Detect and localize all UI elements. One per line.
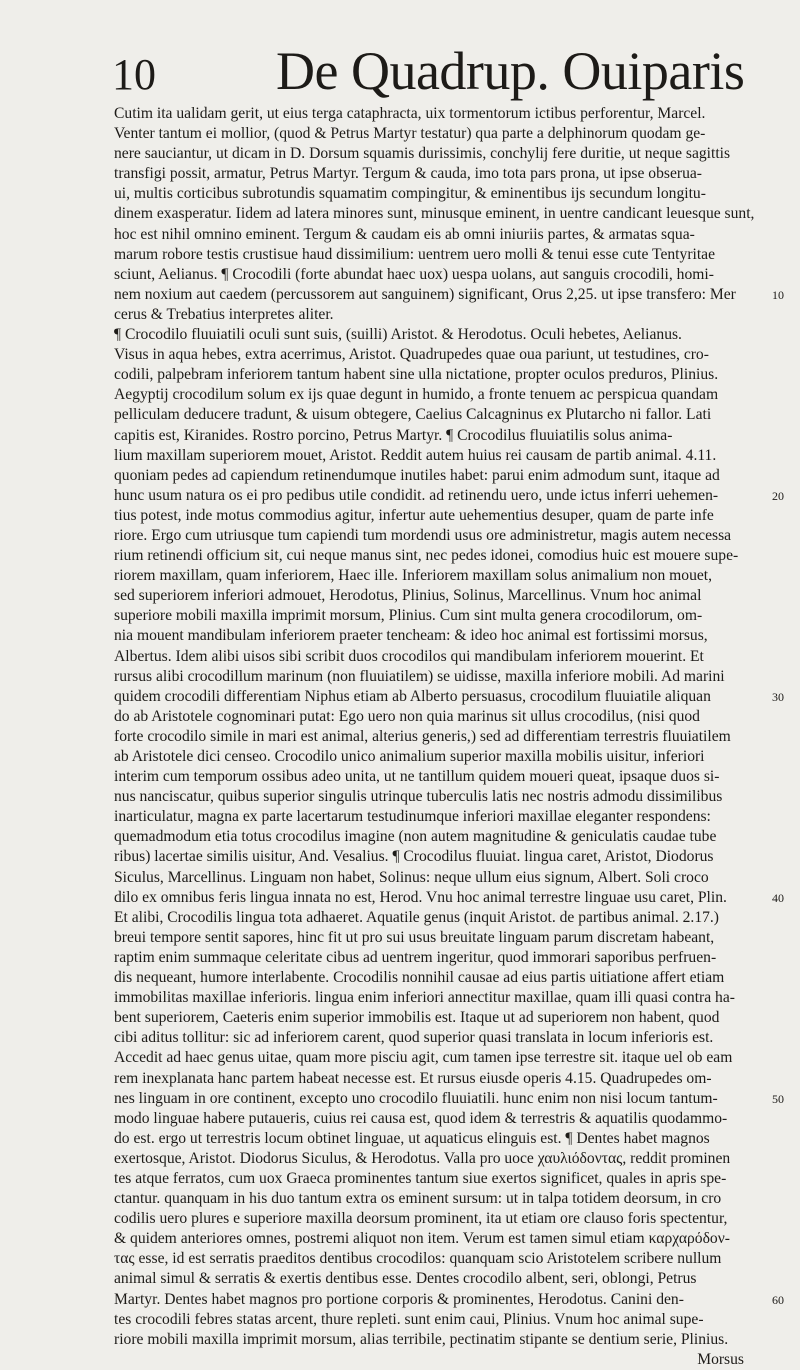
text-line: nia mouent mandibulam inferiorem praeter tencheam: & ideo hoc animal est fortissimi morsus, (114, 627, 708, 645)
text-line: codilis uero plures e superiore maxilla deorsum prominent, ita ut etiam ore clauso foris spectentur, (114, 1210, 728, 1228)
text-line: transfigi possit, armatur, Petrus Martyr. Tergum & cauda, imo tota pars prona, ut ipse obserua- (114, 165, 702, 183)
text-line: interim cum temporum ossibus adeo unita, ut ne tantillum quidem moueri queat, ipsaque duos si- (114, 768, 720, 786)
text-line: raptim enim summaque celeritate cibus ad uentrem ingeritur, quod immorari saporibus perfruen- (114, 948, 717, 966)
text-line: Cutim ita ualidam gerit, ut eius terga cataphracta, uix tormentorum ictibus perforentur, Marcel. (114, 105, 706, 122)
text-line: ui, multis corticibus subrotundis squamatim compingitur, & eminentibus ijs secundum longitu- (114, 185, 706, 203)
text-line: breui tempore sentit sapores, hinc fit ut pro sui usus breuitate linguam parum discretam habeant, (114, 928, 715, 946)
text-line: tius potest, inde motus commodius agitur, infertur aute uehementius desuper, quam de parte infe (114, 506, 714, 524)
text-line: hunc usum natura os ei pro pedibus utile condidit. ad retinendu uero, unde ictus inferri uehemen- (114, 486, 719, 504)
text-line: Siculus, Marcellinus. Linguam non habet, Solinus: neque ullum eius signum, Albert. Soli croco (114, 868, 709, 886)
margin-line-number: 40 (772, 890, 784, 905)
text-line: Morsus (697, 1350, 744, 1368)
text-line: rursus alibi crocodillum marinum (non fluuiatilem) se uidisse, maxilla inferiore mobili. Ad marini (114, 667, 725, 685)
margin-line-number: 10 (772, 287, 784, 302)
text-line: ab Aristotele dici censeo. Crocodilo unico animalium superior maxilla mobilis uisitur, inferiori (114, 748, 705, 765)
text-line: ctantur. quanquam in his duo tantum extra os eminent sursum: ut in talpa totidem deorsum, in cro (114, 1190, 722, 1208)
text-line: bent superiorem, Caeteris enim superior immobilis est. Itaque ut ad superiorem non habent, quod (114, 1009, 720, 1027)
text-line: superiore mobili maxilla imprimit morsum, Plinius. Cum sint multa genera crocodilorum, om- (114, 607, 703, 625)
body-text (114, 104, 764, 1370)
text-line: sed superiorem inferiori admouet, Herodotus, Plinius, Solinus, Marcellinus. Vnum hoc animal (114, 587, 702, 605)
text-line: animal simul & serratis & exertis dentibus esse. Dentes crocodilo albent, seri, oblongi, Petrus (114, 1270, 697, 1288)
margin-line-number: 60 (772, 1292, 784, 1307)
text-line: do est. ergo ut terrestris locum obtinet linguae, ut aquaticus elinguis est. ¶ Dentes habet magnos (114, 1129, 710, 1147)
margin-line-number: 50 (772, 1091, 784, 1106)
text-line: nem noxium aut caedem (percussorem aut sanguinem) significant, Orus 2,25. ut ipse transfero: Mer (114, 285, 736, 303)
text-line: forte crocodilo simile in mari est animal, alterius generis,) sed ad differentiam terrestris fluuiatilem (114, 727, 731, 745)
text-line: marum robore testis crustisue haud dissimilium: uentrem uero molli & tenui esse cute Tentyritae (114, 245, 716, 263)
text-line: Et alibi, Crocodilis lingua tota adhaeret. Aquatile genus (inquit Aristot. de partibus animal. 2.17.) (114, 908, 720, 926)
text-line: exertosque, Aristot. Diodorus Siculus, & Herodotus. Valla pro uoce χαυλιόδοντας, reddit prominen (114, 1149, 731, 1167)
text-line: dis nequeant, humore interlabente. Crocodilis nonnihil causae ad eius partis uitiatione affert etiam (114, 969, 725, 987)
text-line: riore. Ergo cum utriusque tum capiendi tum mordendi usus ore administretur, magis autem necessa (114, 526, 732, 544)
text-line: immobilitas maxillae inferioris. lingua enim inferiori annectitur maxillae, quam illi quasi contra ha- (114, 989, 735, 1007)
text-line: quoniam pedes ad capiendum retinendumque inutiles habet: parui enim admodum sunt, itaque ad (114, 466, 720, 484)
text-line: nes linguam in ore continent, excepto uno crocodilo fluuiatili. hunc enim non nisi locum tantum- (114, 1089, 718, 1107)
text-line: cerus & Trebatius interpretes aliter. (114, 305, 334, 323)
text-line: modo linguae habere putaueris, cuius rei causa est, quod idem & terrestris & aquatilis quodammo- (114, 1109, 728, 1127)
text-line: pelliculam deducere tradunt, & uisum obtegere, Caelius Calcagninus ex Plutarcho ni fallor. Lati (114, 406, 712, 424)
text-line: & quidem anteriores omnes, postremi aliquot non item. Verum est tamen simul etiam καρχαρόδον- (114, 1230, 730, 1248)
text-line: ribus) lacertae similis uisitur, And. Vesalius. ¶ Crocodilus fluuiat. lingua caret, Aristot, Diodorus (114, 848, 714, 866)
text-line: tes atque ferratos, cum uox Graeca prominentes tantum siue exertos significet, quales in apris spe- (114, 1169, 727, 1187)
text-line: tes crocodili febres statas arcent, thure repleti. sunt enim caui, Plinius. Vnum hoc animal supe- (114, 1310, 704, 1328)
running-head: De Quadrup. Ouiparis (276, 41, 745, 101)
text-line: Visus in aqua hebes, extra acerrimus, Aristot. Quadrupedes quae oua pariunt, ut testudines, cro- (114, 346, 709, 364)
text-line: inarticulatur, magna ex parte lacertarum testudinumque inferiori maxillae eleganter respondens: (114, 808, 711, 826)
text-line: nere sauciantur, ut dicam in D. Dorsum squamis durissimis, conchylij fere duritie, ut neque sagittis (114, 145, 731, 163)
margin-line-number: 20 (772, 488, 784, 503)
page-number: 10 (112, 50, 156, 99)
text-line: capitis est, Kiranides. Rostro porcino, Petrus Martyr. ¶ Crocodilus fluuiatilis solus anima- (114, 426, 673, 444)
text-line: sciunt, Aelianus. ¶ Crocodili (forte abundat haec uox) uespa uolans, aut sanguis crocodili, homi- (114, 265, 714, 283)
text-line: Aegyptij crocodilum solum ex ijs quae degunt in humido, a fronte tenuem ac perspicua quandam (114, 386, 719, 404)
text-line: Martyr. Dentes habet magnos pro portione corporis & prominentes, Herodotus. Canini den- (114, 1290, 684, 1308)
text-line: riore mobili maxilla imprimit morsum, alias terribile, pectinatim stipante se dentium serie, Plinius. (114, 1330, 729, 1348)
text-line: rem inexplanata hanc partem habeat necesse est. Et rursus eiusde operis 4.15. Quadrupedes om- (114, 1069, 712, 1087)
text-line: nus nanciscatur, quibus superior singulis utrinque tuberculis latis nec nostris admodu dissimilibus (114, 788, 723, 806)
text-line: rium retinendi officium sit, cui neque manus sint, nec pedes idonei, comodius huic est mouere supe- (114, 547, 739, 565)
text-line: dilo ex omnibus feris lingua innata no est, Herod. Vnu hoc animal terrestre linguae usu caret, Plin. (114, 888, 727, 906)
text-line: quidem crocodili differentiam Niphus etiam ab Alberto persuasus, crocodilum fluuiatile aliquan (114, 687, 711, 705)
text-line: Venter tantum ei mollior, (quod & Petrus Martyr testatur) qua parte a delphinorum quodam ge- (114, 125, 706, 143)
text-line: ¶ Crocodilo fluuiatili oculi sunt suis, (suilli) Aristot. & Herodotus. Oculi hebetes, Aelianus. (114, 326, 682, 344)
text-line: Accedit ad haec genus uitae, quam more pisciu agit, cum tamen ipse terrestre sit. itaque uel ob eam (114, 1049, 733, 1067)
text-line: quemadmodum etia totus crocodilus imagine (non autem magnitudine & geniculatis caudae tube (114, 828, 717, 846)
text-line: cibi aditus tollitur: sic ad inferiorem carent, quod superior quasi translata in locum inferioris est. (114, 1029, 714, 1047)
text-line: riorem maxillam, quam inferiorem, Haec ille. Inferiorem maxillam solus animalium non mouet, (114, 567, 713, 585)
page-header (112, 40, 752, 102)
text-line: dinem exasperatur. Iidem ad latera minores sunt, minusque eminent, in uentre candicant leuesque sunt, (114, 205, 755, 223)
text-line: codili, palpebram inferiorem tantum habent sine ulla nictatione, propter oculos preduros, Plinius. (114, 366, 719, 384)
margin-line-number: 30 (772, 689, 784, 704)
text-line: lium maxillam superiorem mouet, Aristot. Reddit autem huius rei causam de partib animal. 4.11. (114, 446, 717, 464)
text-line: do ab Aristotele cognominari putat: Ego uero non quia marinus sit ullus crocodilus, (nisi quod (114, 707, 700, 725)
text-line: Albertus. Idem alibi uisos sibi scribit duos crocodilos qui mandibulam inferiorem mouerint. Et (114, 647, 704, 665)
text-line: hoc est nihil omnino eminent. Tergum & caudam eis ab omni iniuriis partes, & armatas squa- (114, 225, 695, 243)
text-line: τας esse, id est serratis praeditos dentibus crocodilos: quanquam scio Aristotelem scribere nullum (114, 1250, 722, 1268)
